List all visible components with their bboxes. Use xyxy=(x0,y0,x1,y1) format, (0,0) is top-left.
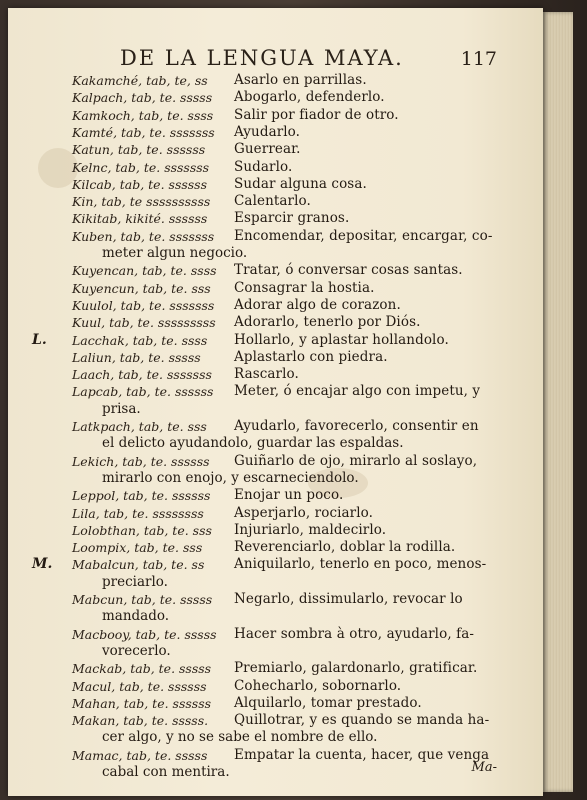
dictionary-entry xyxy=(8,747,543,764)
entry-definition: Sudar alguna cosa. xyxy=(234,176,367,192)
dictionary-entry xyxy=(8,695,543,712)
entry-headword: Mamac, tab, te. sssss xyxy=(72,748,208,763)
entry-definition: Consagrar la hostia. xyxy=(234,280,375,296)
dictionary-entry xyxy=(8,678,543,695)
dictionary-entry xyxy=(8,349,543,366)
running-title: DE LA LENGUA MAYA. xyxy=(120,46,404,70)
dictionary-entries xyxy=(8,72,543,780)
dictionary-entry xyxy=(8,383,543,400)
entry-headword: Laach, tab, te. sssssss xyxy=(72,367,212,382)
entry-definition: Abogarlo, defenderlo. xyxy=(234,89,385,105)
entry-headword: Kin, tab, te ssssssssss xyxy=(72,194,211,209)
entry-definition: Asperjarlo, rociarlo. xyxy=(234,505,374,521)
entry-headword: Mackab, tab, te. sssss xyxy=(72,661,212,676)
dictionary-entry xyxy=(8,314,543,331)
entry-definition: Calentarlo. xyxy=(234,193,311,209)
entry-definition: Ayudarlo. xyxy=(234,124,301,140)
entry-definition: Hacer sombra à otro, ayudarlo, fa- xyxy=(234,626,475,642)
entry-definition: Hollarlo, y aplastar hollandolo. xyxy=(234,332,449,348)
entry-continuation: mirarlo con enojo, y escarneciendolo. xyxy=(102,470,359,486)
dictionary-entry xyxy=(8,228,543,245)
entry-headword: Kelnc, tab, te. sssssss xyxy=(72,160,210,175)
entry-headword: Kuben, tab, te. sssssss xyxy=(72,229,215,244)
dictionary-entry xyxy=(8,712,543,729)
dictionary-entry xyxy=(8,280,543,297)
dictionary-entry xyxy=(8,660,543,677)
entry-continuation: el delicto ayudandolo, guardar las espaldas. xyxy=(102,435,404,451)
entry-continuation: preciarlo. xyxy=(102,574,168,590)
entry-definition: Encomendar, depositar, encargar, co- xyxy=(234,228,493,244)
entry-definition: Salir por fiador de otro. xyxy=(234,107,399,123)
dictionary-entry xyxy=(8,124,543,141)
dictionary-entry xyxy=(8,591,543,608)
entry-continuation: mandado. xyxy=(102,608,170,624)
entry-definition: Reverenciarlo, doblar la rodilla. xyxy=(234,539,456,555)
dictionary-entry xyxy=(8,262,543,279)
entry-headword: Lapcab, tab, te. ssssss xyxy=(72,384,214,399)
dictionary-entry xyxy=(8,522,543,539)
entry-headword: Kuyencan, tab, te. ssss xyxy=(72,263,217,278)
entry-definition: Premiarlo, galardonarlo, gratificar. xyxy=(234,660,478,676)
section-letter: L. xyxy=(32,332,47,348)
entry-definition: Rascarlo. xyxy=(234,366,299,382)
entry-headword: Kuul, tab, te. sssssssss xyxy=(72,315,216,330)
dictionary-entry xyxy=(8,141,543,158)
entry-continuation: vorecerlo. xyxy=(102,643,171,659)
dictionary-entry xyxy=(8,176,543,193)
entry-definition: Adorarlo, tenerlo por Diós. xyxy=(234,314,421,330)
entry-headword: Latkpach, tab, te. sss xyxy=(72,419,207,434)
entry-definition: Empatar la cuenta, hacer, que venga xyxy=(234,747,490,763)
entry-definition: Aplastarlo con piedra. xyxy=(234,349,388,365)
entry-headword: Macul, tab, te. ssssss xyxy=(72,679,207,694)
entry-headword: Lacchak, tab, te. ssss xyxy=(72,333,208,348)
entry-headword: Lolobthan, tab, te. sss xyxy=(72,523,212,538)
entry-headword: Macbooy, tab, te. sssss xyxy=(72,627,217,642)
entry-definition: Cohecharlo, sobornarlo. xyxy=(234,678,402,694)
entry-definition: Alquilarlo, tomar prestado. xyxy=(234,695,422,711)
section-letter: M. xyxy=(32,556,53,572)
entry-headword: Lila, tab, te. ssssssss xyxy=(72,506,204,521)
entry-definition: Ayudarlo, favorecerlo, consentir en xyxy=(234,418,479,434)
entry-definition: Esparcir granos. xyxy=(234,210,350,226)
entry-headword: Katun, tab, te. ssssss xyxy=(72,142,206,157)
entry-headword: Laliun, tab, te. sssss xyxy=(72,350,201,365)
entry-headword: Kilcab, tab, te. ssssss xyxy=(72,177,208,192)
page-edges xyxy=(543,12,573,792)
page-number: 117 xyxy=(460,48,497,70)
entry-headword: Kuyencun, tab, te. sss xyxy=(72,281,211,296)
entry-continuation: cer algo, y no se sabe el nombre de ello. xyxy=(102,729,378,745)
dictionary-entry xyxy=(8,556,543,573)
entry-headword: Leppol, tab, te. ssssss xyxy=(72,488,211,503)
dictionary-entry xyxy=(8,210,543,227)
entry-headword: Kamkoch, tab, te. ssss xyxy=(72,108,214,123)
entry-headword: Loompix, tab, te. sss xyxy=(72,540,203,555)
dictionary-entry xyxy=(8,72,543,89)
dictionary-entry xyxy=(8,487,543,504)
dictionary-entry xyxy=(8,539,543,556)
entry-headword: Makan, tab, te. sssss. xyxy=(72,713,209,728)
entry-definition: Negarlo, dissimularlo, revocar lo xyxy=(234,591,463,607)
entry-definition: Asarlo en parrillas. xyxy=(234,72,367,88)
entry-definition: Adorar algo de corazon. xyxy=(234,297,401,313)
entry-definition: Guerrear. xyxy=(234,141,301,157)
dictionary-entry xyxy=(8,626,543,643)
entry-headword: Kamté, tab, te. sssssss xyxy=(72,125,215,140)
dictionary-entry xyxy=(8,366,543,383)
entry-continuation: meter algun negocio. xyxy=(102,245,248,261)
entry-continuation: prisa. xyxy=(102,401,141,417)
entry-headword: Kuulol, tab, te. sssssss xyxy=(72,298,215,313)
entry-definition: Meter, ó encajar algo con impetu, y xyxy=(234,383,481,399)
entry-definition: Injuriarlo, maldecirlo. xyxy=(234,522,387,538)
entry-headword: Mabcun, tab, te. sssss xyxy=(72,592,213,607)
entry-headword: Kakamché, tab, te, ss xyxy=(72,73,208,88)
entry-headword: Mahan, tab, te. ssssss xyxy=(72,696,212,711)
dictionary-entry xyxy=(8,89,543,106)
entry-definition: Guiñarlo de ojo, mirarlo al soslayo, xyxy=(234,453,478,469)
dictionary-entry xyxy=(8,453,543,470)
entry-continuation: cabal con mentira. xyxy=(102,764,230,780)
dictionary-entry xyxy=(8,107,543,124)
entry-headword: Mabalcun, tab, te. ss xyxy=(72,557,205,572)
entry-headword: Kikitab, kikité. ssssss xyxy=(72,211,208,226)
entry-definition: Sudarlo. xyxy=(234,159,293,175)
entry-definition: Tratar, ó conversar cosas santas. xyxy=(234,262,463,278)
dictionary-entry xyxy=(8,193,543,210)
book-page xyxy=(8,8,543,796)
catchword: Ma- xyxy=(471,760,497,775)
dictionary-entry xyxy=(8,159,543,176)
dictionary-entry xyxy=(8,332,543,349)
entry-headword: Kalpach, tab, te. sssss xyxy=(72,90,213,105)
entry-definition: Aniquilarlo, tenerlo en poco, menos- xyxy=(234,556,487,572)
entry-definition: Enojar un poco. xyxy=(234,487,344,503)
dictionary-entry xyxy=(8,297,543,314)
dictionary-entry xyxy=(8,505,543,522)
entry-definition: Quillotrar, y es quando se manda ha- xyxy=(234,712,490,728)
entry-headword: Lekich, tab, te. ssssss xyxy=(72,454,210,469)
dictionary-entry xyxy=(8,418,543,435)
